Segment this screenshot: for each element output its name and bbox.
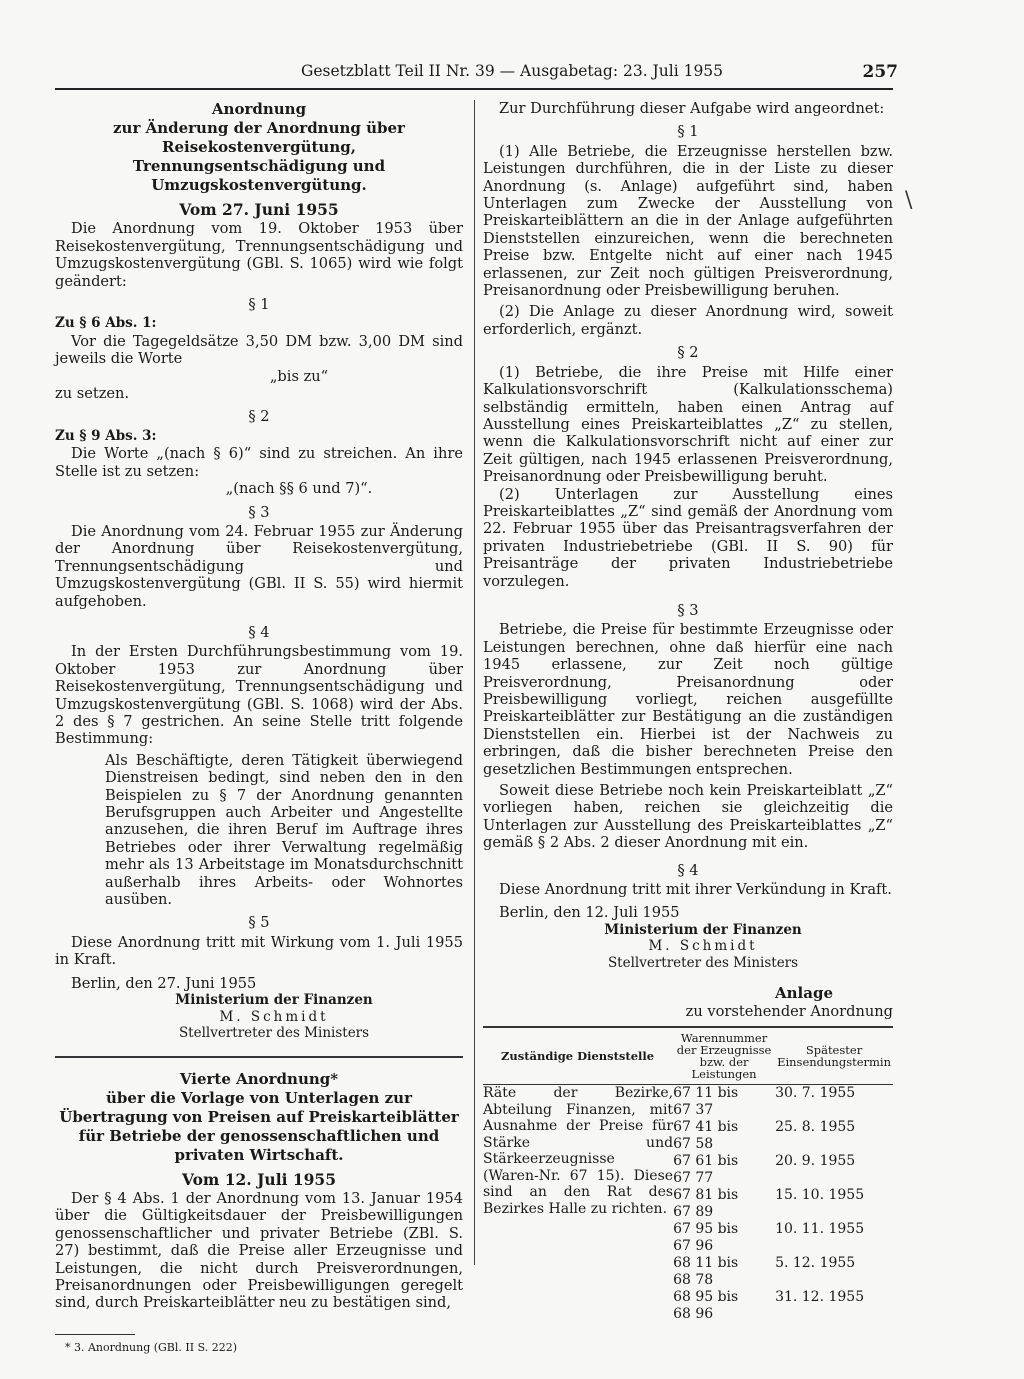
doc2-s1-p1: (1) Alle Betriebe, die Erzeugnisse herstellen bzw. Leistungen durchführen, die in der Liste zu dieser Anordnung (s. Anlage) aufgeführt sind, haben Unterlagen zum Zwecke der Ausstellung von Preiskarteiblättern an die in der Anlage aufgeführten Dienststellen einzureichen, wenn die berechneten Preise bzw. Entgelte nicht auf einer nach 1945 erlassenen, zur Zeit noch gültigen Preisverordnung, Preisanordnung oder Preisbewilligung beruhen. xyxy=(483,142,893,300)
doc2-place-date: Berlin, den 12. Juli 1955 xyxy=(499,904,680,922)
ordinance-travel-expenses xyxy=(55,100,463,1042)
termin-0: 30. 7. 1955 xyxy=(775,1085,856,1102)
anlage-row xyxy=(483,1085,893,1324)
termin-5: 5. 12. 1955 xyxy=(775,1255,856,1272)
doc1-sig-name: M. Schmidt xyxy=(219,1008,329,1025)
doc1-s3-text: Die Anordnung vom 24. Februar 1955 zur Änderung der Anordnung über Reisekostenvergütung, Trennungsentschädigung und Umzugskostenvergütung (GBl. II S. 55) wird hiermit aufgehoben. xyxy=(55,522,463,610)
doc1-sig-ministry: Ministerium der Finanzen xyxy=(175,992,373,1009)
doc1-signature xyxy=(85,992,463,1042)
right-column xyxy=(483,100,893,1323)
doc2-intro: Der § 4 Abs. 1 der Anordnung vom 13. Januar 1954 über die Gültigkeitsdauer der Preisbewilligungen genossenschaftlicher und privater Betriebe (ZBl. S. 27) bestimmt, daß die Preise aller Erzeugnisse und Leistungen, die nicht durch Preisverordnungen, Preisanordnungen oder Preisbewilligungen geregelt sind, durch Preiskarteiblätter neu zu bestätigen sind, xyxy=(55,1189,463,1312)
doc1-s2-text: Die Worte „(nach § 6)“ sind zu streichen. An ihre Stelle ist zu setzen: xyxy=(55,445,463,480)
doc2-s4-p1: Diese Anordnung tritt mit ihrer Verkündung in Kraft. xyxy=(499,881,892,899)
header-rule xyxy=(55,88,893,90)
doc2-title-line1: Vierte Anordnung* xyxy=(179,1069,339,1088)
termin-1: 25. 8. 1955 xyxy=(775,1119,856,1136)
doc1-s5-text: Diese Anordnung tritt mit Wirkung vom 1. Juli 1955 in Kraft. xyxy=(55,933,463,969)
doc1-s1-end: zu setzen. xyxy=(55,385,130,403)
doc1-intro: Die Anordnung vom 19. Oktober 1953 über Reisekostenvergütung, Trennungsentschädigung und Umzugskostenvergütung (GBl. S. 1065) wird wie folgt geändert: xyxy=(55,220,463,290)
doc1-section-1: § 1 xyxy=(248,296,270,314)
doc2-signature xyxy=(513,922,893,972)
doc1-s2-subheading: Zu § 9 Abs. 3: xyxy=(55,427,157,444)
doc2-section-1: § 1 xyxy=(677,123,699,141)
doc1-sig-role: Stellvertreter des Ministers xyxy=(178,1025,370,1042)
doc2-s2-p1: (1) Betriebe, die ihre Preise mit Hilfe einer Kalkulationsvorschrift (Kalkulationsschema) selbständig ermitteln, haben einen Antrag auf Ausstellung eines Preiskarteiblattes „Z“ zu stellen, wenn die Kalkulationsvorschrift nicht auf einer zur Zeit gültigen, nach 1945 erlassenen Preisverordnung, Preisanordnung oder Preisbewilligung beruht. xyxy=(483,363,893,486)
page-header xyxy=(0,62,1024,86)
range-2: 67 61 bis 67 77 xyxy=(673,1153,739,1186)
doc2-sig-role: Stellvertreter des Ministers xyxy=(607,954,799,971)
col-header-warennummer: Warennummer der Erzeugnisse bzw. der Leistungen xyxy=(673,1027,775,1085)
left-column xyxy=(55,100,463,1356)
anlage-table xyxy=(483,1026,893,1323)
doc1-s1-quote: „bis zu“ xyxy=(269,367,329,385)
anlage-subtitle: zu vorstehender Anordnung xyxy=(685,1002,893,1020)
anlage-title: Anlage xyxy=(775,984,833,1003)
doc1-section-2: § 2 xyxy=(248,408,270,426)
doc1-s1-subheading: Zu § 6 Abs. 1: xyxy=(55,315,157,332)
doc1-s4-text: In der Ersten Durchführungsbestimmung vom 19. Oktober 1953 zur Anordnung über Reisekostenvergütung, Trennungsentschädigung und Umzugskostenvergütung (GBl. S. 1068) wird der Abs. 2 des § 7 gestrichen. An seine Stelle tritt folgende Bestimmung: xyxy=(55,643,463,748)
section-divider xyxy=(55,1056,463,1058)
col-header-termin: Spätester Einsendungstermin xyxy=(775,1027,893,1085)
doc2-lead: Zur Durchführung dieser Aufgabe wird angeordnet: xyxy=(499,100,885,117)
fourth-ordinance xyxy=(55,1070,463,1357)
doc2-footnote: * 3. Anordnung (GBl. II S. 222) xyxy=(65,1340,238,1354)
doc2-date: Vom 12. Juli 1955 xyxy=(181,1169,337,1189)
doc1-title-line1: Anordnung xyxy=(211,100,307,118)
doc2-section-4: § 4 xyxy=(677,861,699,879)
doc2-section-3: § 3 xyxy=(677,601,699,619)
doc1-section-4: § 4 xyxy=(248,623,270,641)
page-number: 257 xyxy=(862,62,898,82)
doc2-s3-p2: Soweit diese Betriebe noch kein Preiskarteiblatt „Z“ vorliegen haben, reichen sie gleichzeitig die Unterlagen zur Ausstellung des Preiskarteiblattes „Z“ gemäß § 2 Abs. 2 dieser Anordnung mit ein. xyxy=(483,782,893,852)
range-1: 67 41 bis 67 58 xyxy=(673,1119,739,1152)
margin-mark: \ xyxy=(905,188,913,213)
doc1-section-3: § 3 xyxy=(248,503,270,521)
range-6: 68 95 bis 68 96 xyxy=(673,1289,739,1322)
doc1-date: Vom 27. Juni 1955 xyxy=(179,200,339,219)
doc2-s2-p2: (2) Unterlagen zur Ausstellung eines Preiskarteiblattes „Z“ sind gemäß der Anordnung vom 22. Februar 1955 über das Preisantragsverfahren der privaten Industriebetriebe (GBl. II S. 90) für Preisanträge der privaten Industriebetriebe vorzulegen. xyxy=(483,485,893,590)
doc2-s3-p1: Betriebe, die Preise für bestimmte Erzeugnisse oder Leistungen berechnen, ohne daß hierfür eine nach 1945 erlassene, zur Zeit noch gültige Preisverordnung, Preisanordnung oder Preisbewilligung vorliegt, reichen ausgefüllte Preiskarteiblätter zur Bestätigung an die zuständigen Dienststellen ein. Hierbei ist der Nachweis zu erbringen, daß die bisher berechneten Preise den gesetzlichen Bestimmungen entsprechen. xyxy=(483,621,893,778)
doc1-place-date: Berlin, den 27. Juni 1955 xyxy=(71,974,257,992)
doc2-sig-ministry: Ministerium der Finanzen xyxy=(604,921,802,938)
doc2-sig-name: M. Schmidt xyxy=(648,938,758,955)
anlage-header-row xyxy=(483,1027,893,1085)
doc2-section-2: § 2 xyxy=(677,344,699,362)
dienststelle-cell: Räte der Bezirke, Abteilung Finanzen, mit Ausnahme der Preise für Stärke und Stärkeerzeugnisse (Waren-Nr. 67 15). Diese sind an den Rat des Bezirkes Halle zu richten. xyxy=(483,1085,674,1217)
doc1-title: zur Änderung der Anordnung über Reisekostenvergütung, Trennungsentschädigung und Umzugskostenvergütung. xyxy=(113,119,405,194)
range-3: 67 81 bis 67 89 xyxy=(673,1187,739,1220)
termin-cell xyxy=(775,1085,893,1324)
doc2-title: über die Vorlage von Unterlagen zur Übertragung von Preisen auf Preiskarteiblätter für Betriebe der genossenschaftlichen und privaten Wirtschaft. xyxy=(59,1088,459,1164)
doc2-s1-p2: (2) Die Anlage zu dieser Anordnung wird, soweit erforderlich, ergänzt. xyxy=(483,303,893,338)
warennummer-cell xyxy=(673,1085,775,1324)
termin-4: 10. 11. 1955 xyxy=(775,1221,865,1238)
header-title: Gesetzblatt Teil II Nr. 39 — Ausgabetag: 23. Juli 1955 xyxy=(300,62,724,80)
range-0: 67 11 bis 67 37 xyxy=(673,1085,739,1118)
range-4: 67 95 bis 67 96 xyxy=(673,1221,739,1254)
column-divider xyxy=(474,100,475,1265)
col-header-dienststelle: Zuständige Dienststelle xyxy=(483,1027,673,1085)
doc1-s2-quote: „(nach §§ 6 und 7)“. xyxy=(225,480,373,498)
termin-6: 31. 12. 1955 xyxy=(775,1289,865,1306)
footnote-rule xyxy=(55,1334,135,1335)
termin-2: 20. 9. 1955 xyxy=(775,1153,856,1170)
termin-3: 15. 10. 1955 xyxy=(775,1187,865,1204)
doc1-s4-provision: Als Beschäftigte, deren Tätigkeit überwiegend Dienstreisen bedingt, sind neben den in den Beispielen zu § 7 der Anordnung genannten Berufsgruppen auch Arbeiter und Angestellte anzusehen, die ihren Beruf im Auftrage ihres Betriebes oder ihrer Verwaltung regelmäßig mehr als 13 Arbeitstage im Monatsdurchschnitt außerhalb ihres Arbeits- oder Wohnortes ausüben. xyxy=(105,751,463,909)
doc1-s1-text: Vor die Tagegeldsätze 3,50 DM bzw. 3,00 DM sind jeweils die Worte xyxy=(55,332,463,368)
doc1-section-5: § 5 xyxy=(248,914,270,932)
range-5: 68 11 bis 68 78 xyxy=(673,1255,739,1288)
